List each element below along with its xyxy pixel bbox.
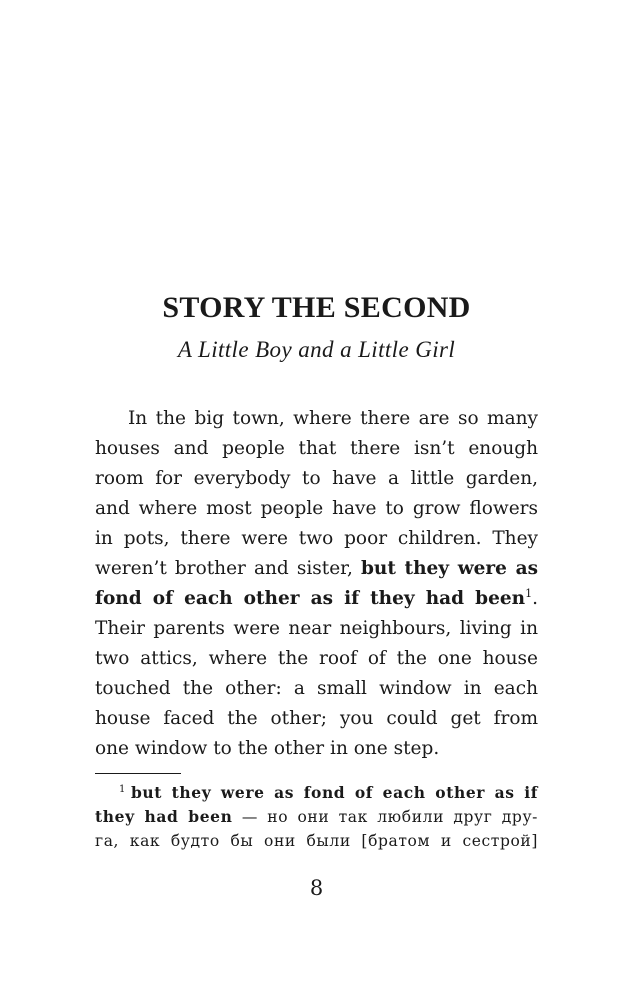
footnote-line: га, как будто бы они были [братом и сестрой]: [95, 832, 538, 850]
paragraph-line: In the big town, where there are so many: [128, 408, 538, 429]
paragraph-line: house faced the other; you could get from: [95, 708, 538, 729]
glossed-phrase: fond of each other as if they had been: [95, 588, 526, 609]
paragraph-line: one window to the other in one step.: [95, 738, 440, 759]
footnote-number: 1: [119, 783, 126, 795]
chapter-subtitle: A Little Boy and a Little Girl: [177, 337, 456, 362]
footnote-line: [95, 781, 538, 805]
chapter-title: STORY THE SECOND: [162, 291, 471, 324]
footnote-line: [95, 805, 538, 829]
paragraph-line: [95, 584, 538, 614]
paragraph-line: touched the other: a small window in each: [95, 678, 538, 699]
paragraph-line: in pots, there were two poor children. They: [95, 528, 538, 549]
footnote-phrase: but they were as fond of each other as if: [130, 783, 538, 802]
glossed-phrase: but they were as: [360, 558, 538, 579]
paragraph-text: weren’t brother and sister,: [95, 558, 353, 579]
paragraph-line: two attics, where the roof of the one house: [95, 648, 538, 669]
paragraph-line: houses and people that there isn’t enough: [95, 438, 538, 459]
book-page: [95, 0, 538, 1000]
footnote-phrase: they had been: [95, 807, 233, 826]
footnote-ref[interactable]: 1: [525, 586, 533, 600]
footnote-translation: — но они так любили друг дру-: [232, 808, 539, 826]
paragraph-line: [95, 554, 538, 584]
page-number: 8: [309, 876, 324, 900]
story-paragraph: [95, 404, 538, 764]
paragraph-line: Their parents were near neighbours, living in: [95, 618, 538, 639]
paragraph-text: .: [532, 588, 538, 609]
paragraph-line: room for everybody to have a little garden,: [95, 468, 538, 489]
paragraph-line: and where most people have to grow flowers: [95, 498, 538, 519]
footnote: [95, 781, 538, 853]
footnote-divider: [95, 773, 181, 774]
